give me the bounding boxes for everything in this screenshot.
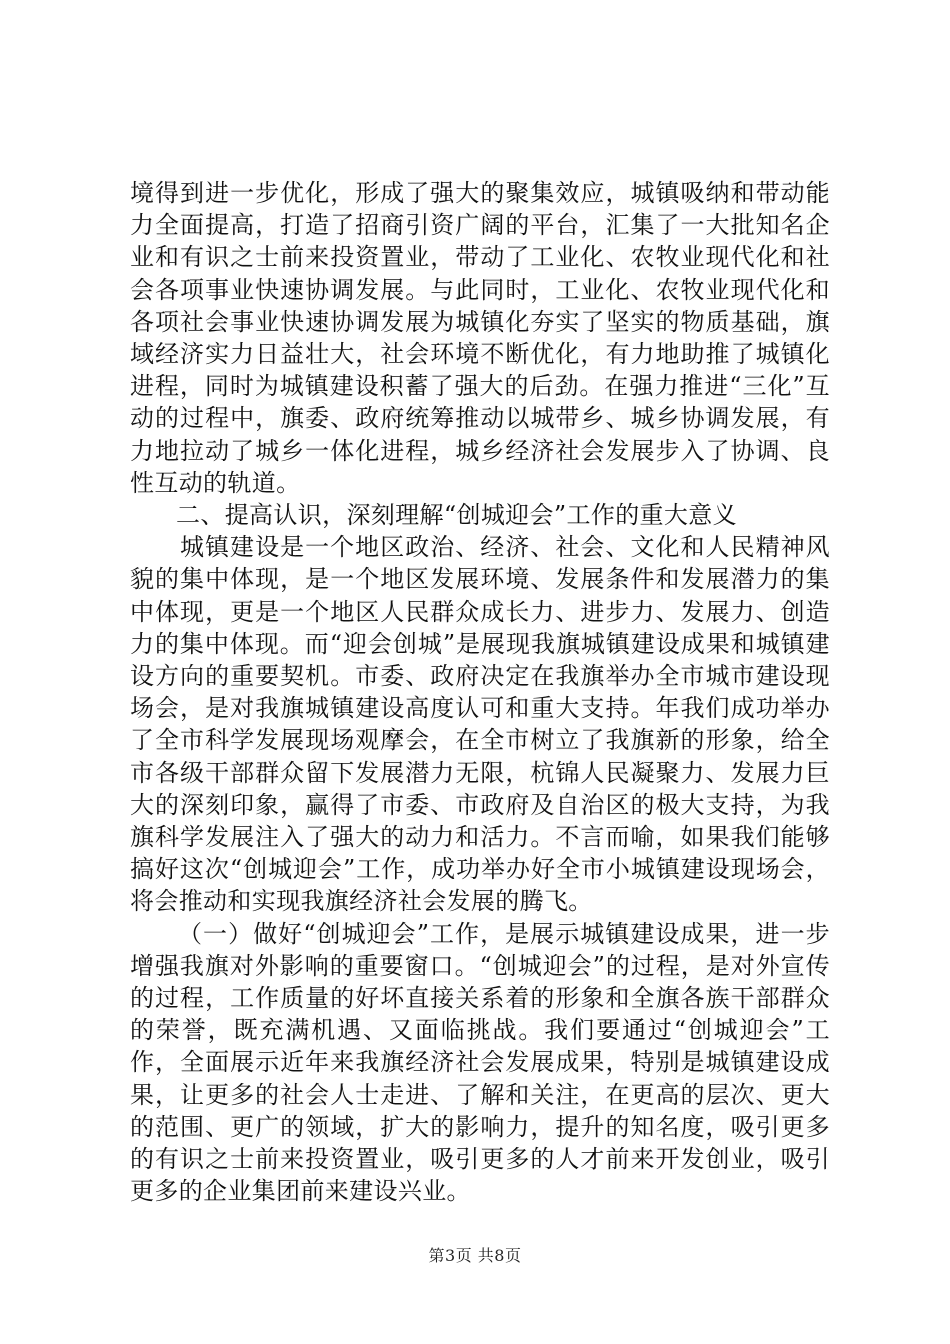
paragraph-continuation: 境得到进一步优化，形成了强大的聚集效应，城镇吸纳和带动能力全面提高，打造了招商引资广阔的平台，汇集了一大批知名企业和有识之士前来投资置业，带动了工业化、农牧业现代化和社会各项事业快速协调发展。与此同时，工业化、农牧业现代化和各项社会事业快速协调发展为城镇化夯实了坚实的物质基础，旗域经济实力日益壮大，社会环境不断优化，有力地助推了城镇化进程，同时为城镇建设积蓄了强大的后劲。在强力推进“三化”互动的过程中，旗委、政府统筹推动以城带乡、城乡协调发展，有力地拉动了城乡一体化进程，城乡经济社会发展步入了协调、良性互动的轨道。	[130, 179, 830, 497]
paragraph-subsection-one: （一）做好“创城迎会”工作，是展示城镇建设成果，进一步增强我旗对外影响的重要窗口。“创城迎会”的过程，是对外宣传的过程，工作质量的好坏直接关系着的形象和全旗各族干部群众的荣誉，既充满机遇、又面临挑战。我们要通过“创城迎会”工作，全面展示近年来我旗经济社会发展成果，特别是城镇建设成果，让更多的社会人士走进、了解和关注，在更高的层次、更大的范围、更广的领域，扩大的影响力，提升的知名度，吸引更多的有识之士前来投资置业，吸引更多的人才前来开发创业，吸引更多的企业集团前来建设兴业。	[130, 919, 830, 1206]
paragraph-significance: 城镇建设是一个地区政治、经济、社会、文化和人民精神风貌的集中体现，是一个地区发展环境、发展条件和发展潜力的集中体现，更是一个地区人民群众成长力、进步力、发展力、创造力的集中体现。而“迎会创城”是展现我旗城镇建设成果和城镇建设方向的重要契机。市委、政府决定在我旗举办全市城市建设现场会，是对我旗城镇建设高度认可和重大支持。年我们成功举办了全市科学发展现场观摩会，在全市树立了我旗新的形象，给全市各级干部群众留下发展潜力无限，杭锦人民凝聚力、发展力巨大的深刻印象，赢得了市委、市政府及自治区的极大支持，为我旗科学发展注入了强大的动力和活力。不言而喻，如果我们能够搞好这次“创城迎会”工作，成功举办好全市小城镇建设现场会，将会推动和实现我旗经济社会发展的腾飞。	[130, 533, 830, 916]
section-heading: 二、提高认识，深刻理解“创城迎会”工作的重大意义	[176, 501, 737, 530]
document-body	[130, 177, 830, 1208]
page-number-footer: 第3页 共8页	[428, 1246, 522, 1265]
